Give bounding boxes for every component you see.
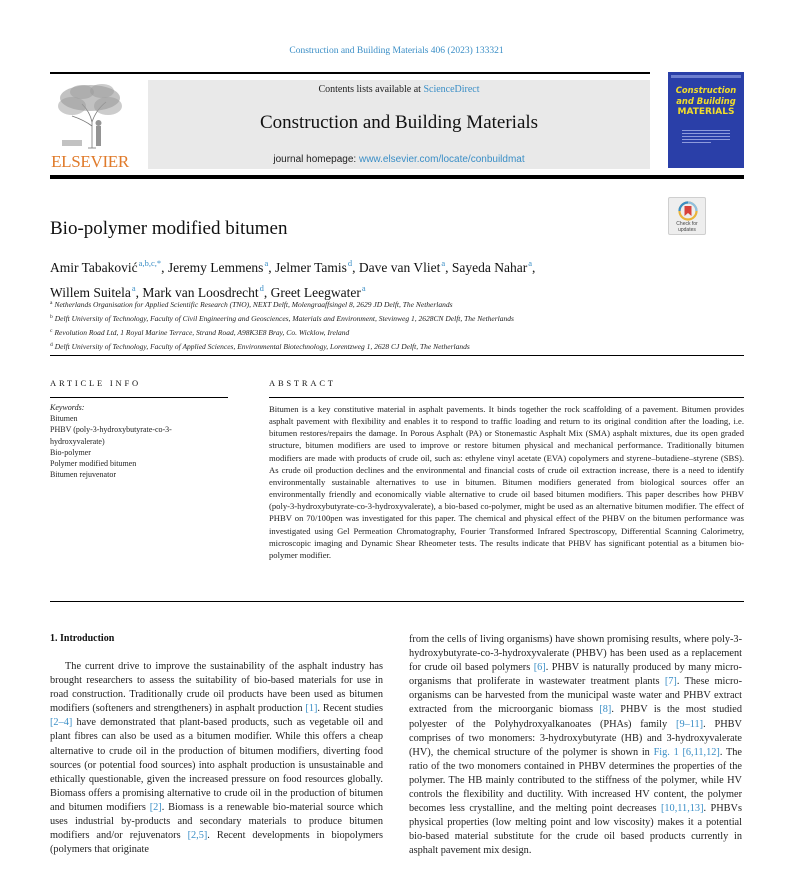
citation-link[interactable]: [2–4] (50, 717, 73, 729)
affiliation-item: $^b$ Delft University of Technology, Faculty of Civil Engineering and Geosciences, Materials and Environment, Stevinweg 1, 2628CN Delft, The Netherlands (50, 314, 514, 323)
abstract-body: Bitumen is a key constitutive material in asphalt pavements. It binds together the rock scaffolding of a pavement. Bitumen provides asphalt pavement with flexibility and enables it to respond to traffic loading and return to its original condition after the loading, i.e. bitumen restores/repairs the damage. In Porous Asphalt (PA) or Stonemastic Asphalt Mix (SMA) asphalt mixtures, due its open graded structure, bitumen modifiers are used to improve or restore bitumen physical and mechanical performance. Traditionally bitumen modifiers are made with products of crude oil, such as: ethylene vinyl acetate (EVA) copolymers and styrene–butadiene–styrene (SBS). As crude oil production declines and the environmental and financial costs of crude oil extraction increase, there is a need to identify environmentally sustainable alternatives to use in bitumen. Bitumen modifiers generated from biological sources offer an environmentally friendly and economically viable alternative to crude oil based bitumen modifiers. This paper describes how PHBV (poly-3-hydroxybutyrate-co-3-hydroxyvalerate), a bio-based co-polymer, might be used as an alternative bitumen modifier. The effect of PHBV on 70/100pen was investigated for this paper. The chemical and physical effect of the PHBV on the bitumen performance was investigated using Gel Permeation Chromatography, Fourier Transformed Infrared Spectroscopy, Differential Scanning Calorimetry, microscopic imaging and Dynamic Shear Rheometer tests. The results indicate that PHBV has significant potential as a bitumen bio-polymer modifier. (269, 404, 744, 560)
affiliation-marker[interactable]: d (259, 283, 264, 293)
citation-link[interactable]: [9–11] (676, 718, 704, 730)
abstract-heading: ABSTRACT (269, 378, 336, 388)
check-label-line1: Check for (676, 221, 698, 227)
affiliation-marker[interactable]: a (131, 283, 136, 293)
cover-top-bar (671, 75, 741, 78)
affiliation-marker[interactable]: d (347, 258, 353, 268)
keyword-item: Bitumen (50, 414, 78, 424)
abstract-bottom-rule (50, 601, 744, 602)
author[interactable]: Willem Suitela$^a$ (50, 283, 136, 300)
elsevier-wordmark: ELSEVIER (51, 152, 129, 171)
citation-link[interactable]: [8] (599, 704, 612, 716)
introduction-heading: 1. Introduction (50, 633, 115, 644)
affiliation-list (50, 297, 514, 353)
citation-link[interactable]: [2,5] (187, 830, 208, 842)
check-for-updates-button[interactable] (668, 197, 706, 235)
citation-link[interactable]: [2] (149, 801, 162, 813)
affiliation-marker[interactable]: a,b,c,* (138, 258, 162, 268)
keywords-block (50, 402, 215, 480)
citation-link[interactable]: [10,11,13] (660, 803, 704, 815)
article-info-rule (50, 397, 228, 398)
author[interactable]: Amir Tabaković$^{a,b,c,*}$ (50, 258, 162, 275)
author[interactable]: Dave van Vliet$^a$ (358, 258, 446, 275)
article-info-heading: ARTICLE INFO (50, 378, 141, 388)
contents-available-line (148, 84, 650, 95)
keyword-item: Bitumen rejuvenator (50, 470, 116, 480)
header-rule (50, 72, 650, 74)
journal-title: Construction and Building Materials (259, 112, 539, 133)
keyword-item: Polymer modified bitumen (50, 459, 137, 469)
citation-link[interactable]: [7] (664, 676, 677, 688)
section-rule (50, 355, 744, 356)
check-for-updates-label (669, 222, 705, 233)
author-list: Amir Tabaković$^{a,b,c,*}$, Jeremy Lemmens$^a$, Jelmer Tamis$^d$, Dave van Vliet$^a$, Sayeda Nahar$^a$, Willem Suitela$^a$, Mark van Loosdrecht$^d$, Greet Leegwater$^a$ (50, 258, 536, 300)
author[interactable]: Jeremy Lemmens$^a$ (167, 258, 269, 275)
keyword-item: Bio-polymer (50, 447, 91, 457)
bookmark-ribbon-icon (678, 201, 698, 221)
cover-fine-print (682, 130, 730, 145)
author[interactable]: Mark van Loosdrecht$^d$ (142, 283, 264, 300)
cover-title-line2: and Building (676, 96, 736, 106)
citation-link[interactable]: Fig. 1 (653, 746, 679, 758)
contents-prefix: Contents lists available at (318, 84, 424, 95)
keyword-item: PHBV (poly-3-hydroxybutyrate-co-3-hydroxyvalerate) (50, 425, 172, 446)
citation-link[interactable]: [1] (305, 703, 318, 715)
citation-link[interactable]: [6] (533, 662, 546, 674)
journal-homepage-line (148, 154, 650, 165)
cover-title (668, 85, 744, 118)
sciencedirect-link[interactable]: ScienceDirect (423, 84, 480, 95)
affiliation-marker[interactable]: a (441, 258, 446, 268)
body-column-right: from the cells of living organisms) have shown promising results, where poly-3-hydroxybutyrate-co-3-hydroxyvalerate (PHBV) has been used as a replacement for crude oil based polymers [6]. PHBV is naturally produced by many micro-organisms that proliferate in wastewater treatment plants [7]. These micro-organisms can be harvested from the municipal waste water and PHBV extract extracted from the microorganic biomass [8]. PHBV is the most studied polyester of the Polyhydroxyalkanoates (PHAs) family [9–11]. PHBV comprises of two monomers: 3-hydroxybutyrate (HB) and 3-hydroxyvalerate (HV), the chemical structure of the polymer is shown in Fig. 1 [6,11,12]. The ratio of the two monomers contained in PHBV determines the properties of the polymer. The HB mainly contributed to the stiffness of the polymer, while HV controls the flexibility and ductility. With increased HV content, the polymer becomes less crystalline, and the melting point decreases [10,11,13]. PHBVs physical properties (low melting point and low viscosity) makes it a potential bio-based material substitute for the crude oil based products currently in asphalt pavement mix design. (409, 634, 742, 857)
affiliation-item: $^c$ Revolution Road Ltd, 1 Royal Marine Terrace, Strand Road, A98K3E8 Bray, Co. Wicklow, Ireland (50, 328, 350, 337)
elsevier-tree-icon (52, 82, 128, 150)
affiliation-item: $^d$ Delft University of Technology, Faculty of Applied Sciences, Environmental Biotechnology, Lorentzweg 1, 2628 CJ Delft, The Netherlands (50, 342, 470, 351)
running-head-citation[interactable]: Construction and Building Materials 406 (2023) 133321 (289, 46, 504, 56)
check-label-line2: updates (678, 226, 696, 233)
masthead-thick-rule (50, 175, 744, 179)
journal-homepage-link[interactable]: www.elsevier.com/locate/conbuildmat (358, 154, 525, 165)
elsevier-logo[interactable] (50, 80, 130, 170)
homepage-prefix: journal homepage: (273, 154, 359, 165)
journal-masthead (148, 80, 650, 169)
author[interactable]: Greet Leegwater$^a$ (270, 283, 366, 300)
affiliation-marker[interactable]: a (361, 283, 366, 293)
affiliation-item: $^a$ Netherlands Organisation for Applied Scientific Research (TNO), NEXT Delft, Molengraaffsingel 8, 2629 JD Delft, The Netherlands (50, 300, 453, 309)
cover-title-line1: Construction (675, 85, 737, 95)
abstract-rule (269, 397, 744, 398)
cover-title-line3: MATERIALS (677, 107, 735, 117)
author[interactable]: Sayeda Nahar$^a$ (451, 258, 533, 275)
affiliation-marker[interactable]: a (264, 258, 269, 268)
article-title: Bio-polymer modified bitumen (50, 218, 288, 239)
journal-cover-thumbnail[interactable] (668, 72, 744, 168)
body-column-left: The current drive to improve the sustainability of the asphalt industry has brought researchers to assess the suitability of bio-based materials for use in road construction. Traditionally crude oil products have been used as bitumen modifiers (softeners and strengtheners) in asphalt production [1]. Recent studies [2–4] have demonstrated that plant-based products, such as vegetable oil and plant fibres can also be used as a bitumen modifier. While this offers a cheap alternative to crude oil in the production of bitumen modifiers, diverting food sources (or potential food sources) into asphalt production is unsustainable and ethically questionable, given the increased pressure on food resources globally. Biomass offers a promising alternative to crude oil in the production of bitumen and bitumen modifiers [2]. Biomass is a renewable bio-material source which uses industrial by-products and secondary materials to produce bitumen modifiers and/or rejuvenators [2,5]. Recent developments in biopolymers (polymers that originate (50, 661, 383, 856)
affiliation-marker[interactable]: a (528, 258, 533, 268)
keywords-label: Keywords: (50, 403, 85, 412)
citation-link[interactable]: [6,11,12] (682, 746, 720, 758)
author[interactable]: Jelmer Tamis$^d$ (274, 258, 353, 275)
